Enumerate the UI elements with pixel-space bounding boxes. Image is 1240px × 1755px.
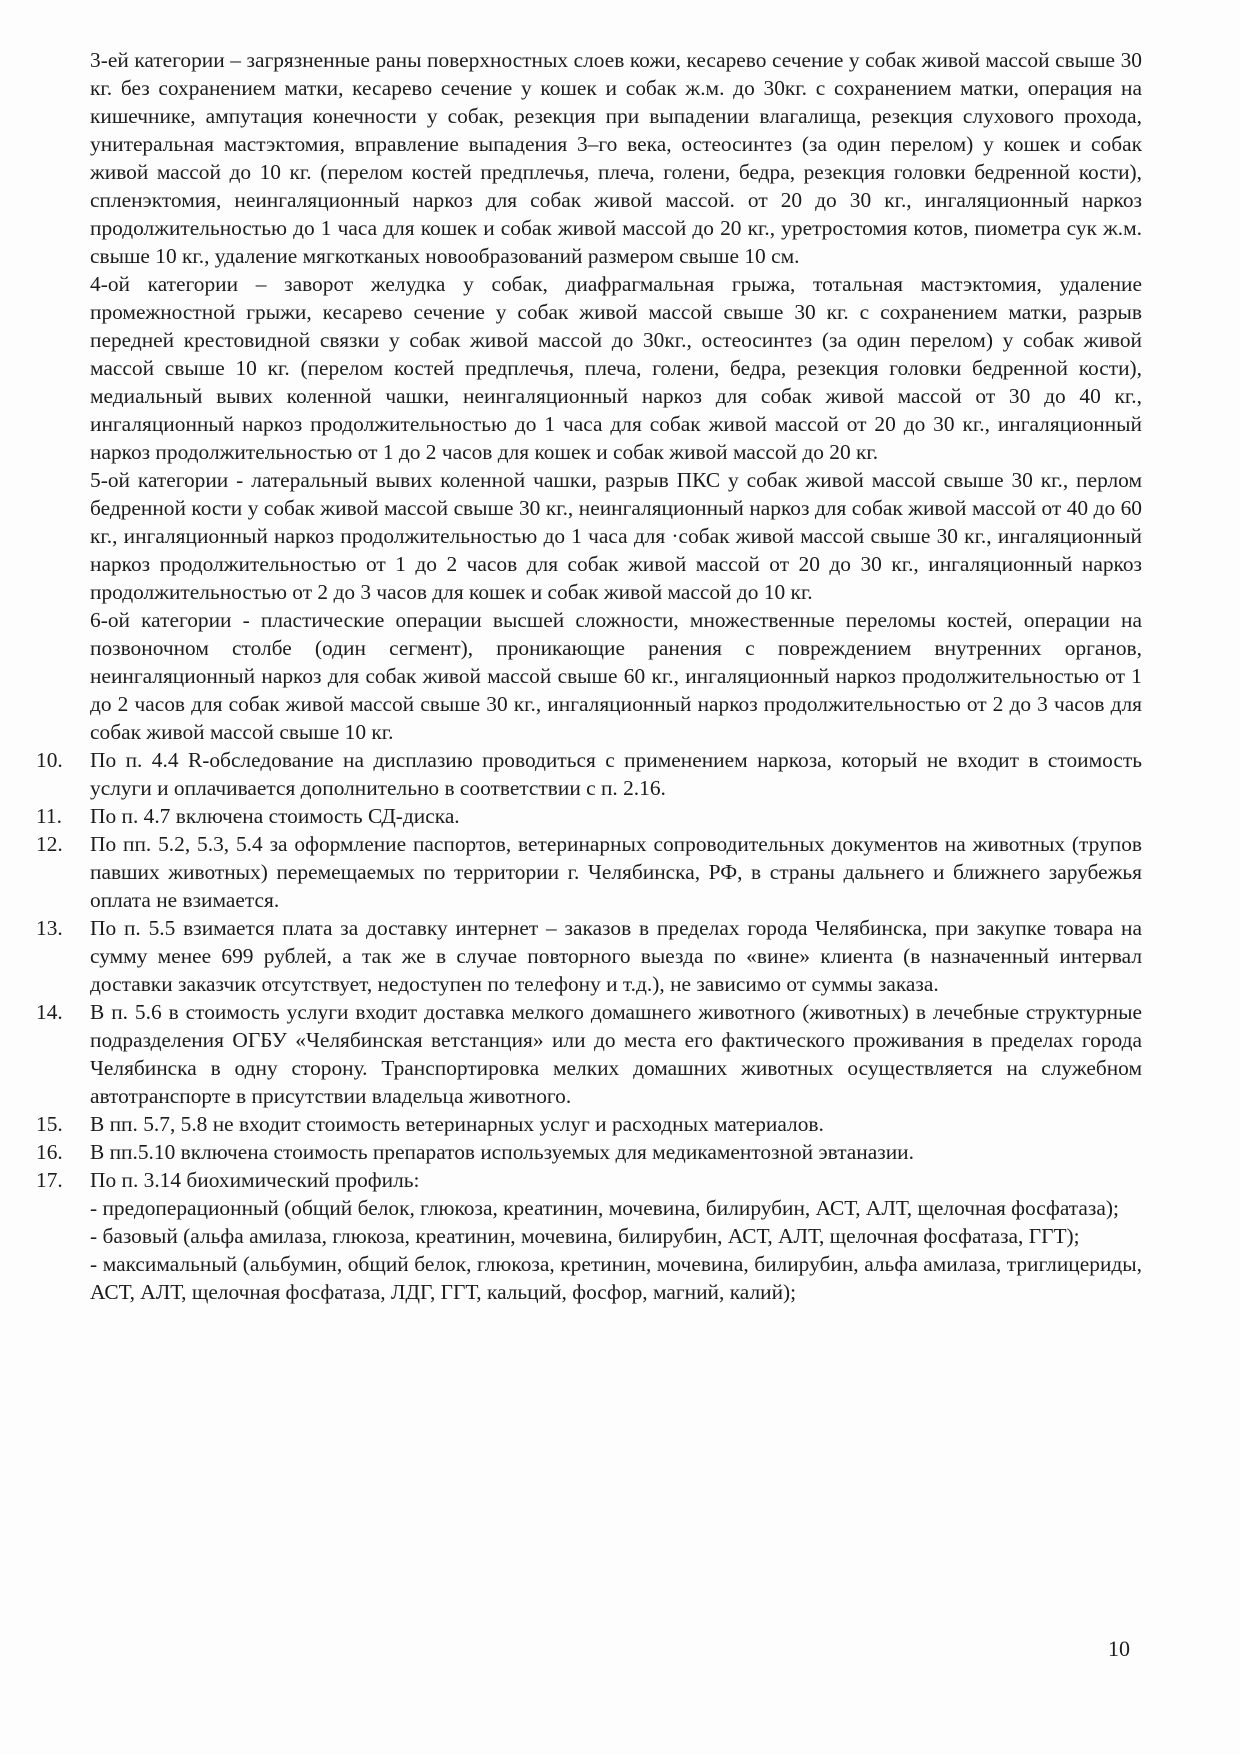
note-text: В пп. 5.7, 5.8 не входит стоимость ветеринарных услуг и расходных материалов. — [90, 1112, 824, 1136]
note-number: 10. — [36, 748, 63, 772]
page-number: 10 — [1108, 1636, 1130, 1661]
note-text: По п. 5.5 взимается плата за доставку интернет – заказов в пределах города Челябинска, при закупке товара на сумму менее 699 рублей, а так же в случае повторного выезда по «вине» клиента (в назначенный интервал доставки заказчик отсутствует, недоступен по телефону и т.д.), не зависимо от суммы заказа. — [90, 916, 1142, 996]
note-item-16 — [36, 1138, 1142, 1166]
note-item-11 — [36, 802, 1142, 830]
note-item-12 — [36, 830, 1142, 914]
note-item-10 — [36, 746, 1142, 802]
note-number: 11. — [36, 804, 62, 828]
note-text: По п. 4.7 включена стоимость СД-диска. — [90, 804, 460, 828]
category-4-paragraph: 4-ой категории – заворот желудка у собак, диафрагмальная грыжа, тотальная мастэктомия, удаление промежностной грыжи, кесарево сечение у собак живой массой свыше 30 кг. с сохранением матки, разрыв передней крестовидной связки у собак живой массой до 30кг., остеосинтез (за один перелом) у собак живой массой свыше 10 кг. (перелом костей предплечья, плеча, голени, бедра, резекция головки бедренной кости), медиальный вывих коленной чашки, неингаляционный наркоз для собак живой массой от 30 до 40 кг., ингаляционный наркоз продолжительностью до 1 часа для собак живой массой от 20 до 30 кг., ингаляционный наркоз продолжительностью от 1 до 2 часов для кошек и собак живой массой до 20 кг. — [90, 272, 1142, 464]
note-item-15 — [36, 1110, 1142, 1138]
note-text: В пп.5.10 включена стоимость препаратов используемых для медикаментозной эвтаназии. — [90, 1140, 914, 1164]
note-number: 13. — [36, 916, 63, 940]
profile-preoperative: - предоперационный (общий белок, глюкоза, креатинин, мочевина, билирубин, АСТ, АЛТ, щелочная фосфатаза); — [90, 1196, 1119, 1220]
note-number: 16. — [36, 1140, 63, 1164]
note-number: 15. — [36, 1112, 63, 1136]
note-number: 14. — [36, 1000, 63, 1024]
note-text: По пп. 5.2, 5.3, 5.4 за оформление паспортов, ветеринарных сопроводительных документов на животных (трупов павших животных) перемещаемых по территории г. Челябинска, РФ, в страны дальнего и ближнего зарубежья оплата не взимается. — [90, 832, 1142, 912]
note-text: По п. 4.4 R-обследование на дисплазию проводиться с применением наркоза, который не входит в стоимость услуги и оплачивается дополнительно в соответствии с п. 2.16. — [90, 748, 1142, 800]
note-item-14 — [36, 998, 1142, 1110]
profile-basic: - базовый (альфа амилаза, глюкоза, креатинин, мочевина, билирубин, АСТ, АЛТ, щелочная фосфатаза, ГГТ); — [90, 1224, 1080, 1248]
note-number: 17. — [36, 1168, 63, 1192]
category-3-paragraph: 3-ей категории – загрязненные раны поверхностных слоев кожи, кесарево сечение у собак живой массой свыше 30 кг. без сохранением матки, кесарево сечение у кошек и собак ж.м. до 30кг. с сохранением матки, операция на кишечнике, ампутация конечности у собак, резекция при выпадении влагалища, резекция слухового прохода, унитеральная мастэктомия, вправление выпадения 3–го века, остеосинтез (за один перелом) у кошек и собак живой массой до 10 кг. (перелом костей предплечья, плеча, голени, бедра, резекция головки бедренной кости), спленэктомия, неингаляционный наркоз для собак живой массой. от 20 до 30 кг., ингаляционный наркоз продолжительностью до 1 часа для кошек и собак живой массой до 20 кг., уретростомия котов, пиометра сук ж.м. свыше 10 кг., удаление мягкотканых новообразований размером свыше 10 см. — [90, 48, 1142, 268]
note-text: По п. 3.14 биохимический профиль: — [90, 1168, 420, 1192]
note-item-17 — [36, 1166, 1142, 1194]
document-body — [36, 46, 1142, 1306]
category-6-paragraph: 6-ой категории - пластические операции высшей сложности, множественные переломы костей, операции на позвоночном столбе (один сегмент), проникающие ранения с повреждением внутренних органов, неингаляционный наркоз для собак живой массой свыше 60 кг., ингаляционный наркоз продолжительностью от 1 до 2 часов для собак живой массой свыше 30 кг., ингаляционный наркоз продолжительностью от 2 до 3 часов для собак живой массой свыше 10 кг. — [90, 608, 1142, 744]
category-5-paragraph: 5-ой категории - латеральный вывих коленной чашки, разрыв ПКС у собак живой массой свыше 30 кг., перлом бедренной кости у собак живой массой свыше 30 кг., неингаляционный наркоз для собак живой массой от 40 до 60 кг., ингаляционный наркоз продолжительностью до 1 часа для ·собак живой массой свыше 30 кг., ингаляционный наркоз продолжительностью от 1 до 2 часов для собак живой массой от 20 до 30 кг., ингаляционный наркоз продолжительностью от 2 до 3 часов для кошек и собак живой массой до 10 кг. — [90, 468, 1142, 604]
note-item-13 — [36, 914, 1142, 998]
note-number: 12. — [36, 832, 63, 856]
profile-maximal: - максимальный (альбумин, общий белок, глюкоза, кретинин, мочевина, билирубин, альфа амилаза, триглицериды, АСТ, АЛТ, щелочная фосфатаза, ЛДГ, ГГТ, кальций, фосфор, магний, калий); — [90, 1252, 1142, 1304]
note-text: В п. 5.6 в стоимость услуги входит доставка мелкого домашнего животного (животных) в лечебные структурные подразделения ОГБУ «Челябинская ветстанция» или до места его фактического проживания в пределах города Челябинска в одну сторону. Транспортировка мелких домашних животных осуществляется на служебном автотранспорте в присутствии владельца животного. — [90, 1000, 1142, 1108]
